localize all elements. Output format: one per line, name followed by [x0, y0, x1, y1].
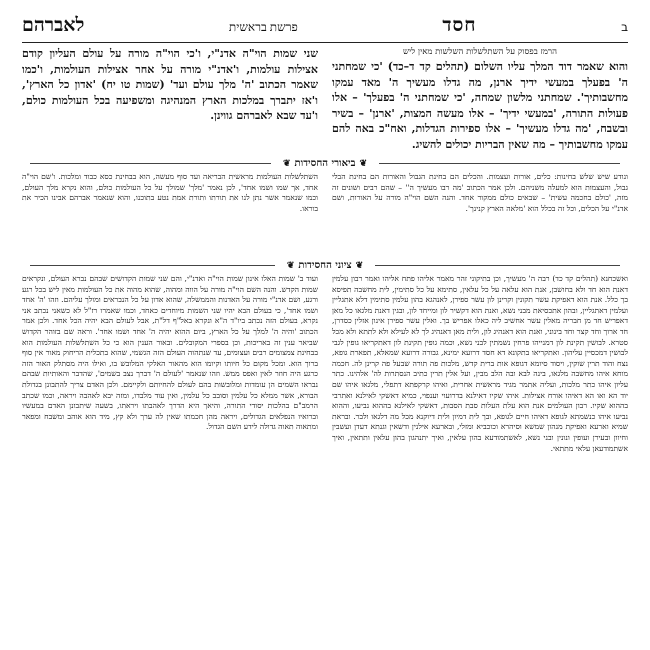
ornament-icon: ❦: [355, 260, 364, 271]
section-intro: הרמז בפסוק על השתלשלות השלשות מאין ליש: [402, 47, 558, 57]
main-text-left: שני שמות הוי"ה אדנ"י, ו'כי הוי"ה מורה על עולם העליון קודם אצילות עולמות, ו'אדנ"י מורה על אחר אצילות העולמות, ו'כמו שאמר הכתוב 'ה' מלך עולם ועד' (שמות טו יח) 'אדון כל הארץ', ו'אז יתברך במלכות הארץ המנהיגה ומשפיעה בכל העולמות כולם, ו'עד שבא לאברהם גווינן.: [22, 47, 318, 122]
header-title-right: חסד: [442, 14, 477, 36]
sources-heading: ציוני החסידות: [298, 260, 352, 271]
ornament-icon: ❦: [359, 158, 367, 169]
commentary-heading: ביאורי החסידות: [294, 158, 356, 169]
page-header: [22, 14, 628, 40]
commentary-divider: [22, 158, 628, 169]
page-number: ב: [621, 20, 628, 34]
ornament-icon: ❦: [286, 260, 295, 271]
sources-divider: [22, 260, 628, 271]
main-text-section: [22, 46, 628, 152]
sources-left: ועוד ב' שמות האלו אינון שמות הוי"ה ואדנ"י, והם שני שמות הקדושים שבהם נברא העולם, ונקראים שמות הקדש. והנה השם הוי"ה מורה על הווה ומהוה, שהוא מהוה את כל העולמות מאין ליש בכל רגע ורגע, ושם אדנ"י מורה על האדנות והממשלה, שהוא אדון על כל הנבראים ומולך עליהם. וזהו 'ה' אחד ושמו אחד', כי בעולם הבא יהיו שני השמות מיוחדים כאחד, וכמו שאמרו רז"ל לא כשאני נכתב אני נקרא, בעולם הזה נכתב ביו"ד ה"א ונקרא באל"ף דל"ת, אבל לעולם הבא יהיה הכל אחד. ולכן אמר הכתוב 'והיה ה' למלך על כל הארץ, ביום ההוא יהיה ה' אחד ושמו אחד'. וראה שם בזוהר הקדוש שביאר ענין זה באריכות, וכן בספרי המקובלים. ובאור הענין הוא כי כל השתלשלות העולמות הוא בבחינת צמצומים רבים ועצומים, עד שנתהוה העולם הזה הגשמי, שהוא בתכלית הריחוק מאור אין סוף ברוך הוא. ומכל מקום כל חיותו וקיומו הוא מהאור האלקי המלובש בו, ואילו היה מסתלק האור הזה כרגע היה חוזר לאין ואפס ממש. וזהו שנאמר 'לעולם ה' דברך נצב בשמים', שהדבר והאותיות שבהם נבראו השמים הן עומדות ומלובשות בהם לעולם להחיותם ולקיימם. ולכן האדם צריך להתבונן בגדולת הבורא, אשר ממלא כל עלמין וסובב כל עלמין, ואין עוד מלבדו, ומזה יבא לאהבה ויראה, וכמו שכתב הרמב"ם בהלכות יסודי התורה, והיאך היא הדרך לאהבתו ויראתו, בשעה שיתבונן האדם במעשיו וברואיו הנפלאים הגדולים, ויראה מהן חכמתו שאין לה ערך ולא קץ, מיד הוא אוהב ומשבח ומפאר ומתאוה תאוה גדולה לידע השם הגדול.: [22, 274, 318, 432]
parsha-title: פרשת בראשית: [228, 20, 298, 34]
sources-right: ואשכחנא (תהלים קד כד) רבה ה' מעשיך, וכן בתיקוני זהר מאמר אליהו פתח אליהו ואמר רבון עלמין דאנת הוא חד ולא בחושבן, אנת הוא עלאה על כל עלאין, סתימא על כל סתימין, לית מחשבה תפיסא בך כלל. אנת הוא דאפיקת עשר תקונין וקרינן לון עשר ספירן, לאנהגא בהון עלמין סתימין דלא אתגליין ועלמין דאתגליין, ובהון אתכסיאת מבני נשא, ואנת הוא דקשיר לון ומייחד לון, ובגין דאנת מלגאו כל מאן דאפריש חד מן חבריה מאלין עשר אחשיב ליה כאלו אפריש בך. ואלין עשר ספירן אינון אזלין כסדרן, חד ארוך וחד קצר וחד בינוני, ואנת הוא דאנהיג לון, ולית מאן דאנהיג לך לא לעילא ולא לתתא ולא מכל סטרא. לבושין תקינת לון דמנייהו פרחין נשמתין לבני נשא, וכמה גופין תקינת לון דאתקריאו גופין לגבי לבושין דמכסיין עליהון. ואתקריאו בתקונא דא חסד דרועא ימינא, גבורה דרועא שמאלא, תפארת גופא, נצח והוד תרין שוקין, ויסוד סיומא דגופא אות ברית קדש, מלכות פה תורה שבעל פה קרינן לה. חכמה מוחא איהו מחשבה מלגאו, בינה לבא ובה הלב מבין, ועל אלין תרין כתיב הנסתרות לה' אלהינו. כתר עליון איהו כתר מלכות, ועליה אתמר מגיד מראשית אחרית, ואיהו קרקפתא דתפלי, מלגאו איהו שם יוד הא ואו הא דאיהו אורח אצילות. איהו שקיו דאילנא בדרועוי וענפוי, כמיא דאשקי לאילנא ואתרבי בההוא שקיו. רבון העולמים אנת הוא עלת העלות סבת הסבות, דאשקי לאילנא בההוא נביעו, וההוא נביעו איהו כנשמתא לגופא דאיהו חיים לגופא, ובך לית דמיון ולית דיוקנא מכל מה דלגאו ולבר. ובראת שמיא וארעא ואפיקת מנהון שמשא וסיהרא וכוכביא ומזלי, ובארעא אילנין ודשאין וגנתא דעדן ועשבין וחיוון ובעירן ועופין ונונין ובני נשא, לאשתמודעא בהון עלאין, ואיך יתנהגון בהון עלאין ותתאין, ואיך אשתמודעאן עלאי מתתאי.: [332, 274, 628, 453]
main-text-left-column: [22, 46, 318, 152]
sources-section: [22, 274, 628, 639]
main-text-right: והוא שאמר דוד המלך עליו השלום (תהלים קד ד–כד) 'כי שמחתני ה' בפעלך במעשי ידיך ארנן, מה גדלו מעשיך ה' מאד עמקו מחשבותיך'. שמחתני מלשון שמחה, 'כי שמחתני ה' בפעלך' – אלו פעולות התורה, 'במעשי ידיך' – אלו מעשה המצות, 'ארנן' – בשיר ובשבח, 'מה גדלו מעשיך' – אלו ספירות הגדלות, ואח"כ באה להם עמקו מחשבותיך – מה שאין הבריות יכולים להשיג.: [332, 60, 628, 151]
main-text-right-column: [332, 46, 628, 152]
header-rule: [22, 42, 628, 43]
header-title-left: לאברהם: [22, 14, 85, 36]
ornament-icon: ❦: [283, 158, 291, 169]
commentary-section: [22, 172, 628, 254]
commentary-left: השתלשלות העולמות מראשית הבריאה ועד סוף מעשה, הוא בבחינת כסא כבוד ומלכות. ו'שם הוי"ה אחד, אך שמו ושמו אחד', לכן נאמר 'מלך' שמולך על כל העולמות כולם, והוא נקרא מלך העולם, וכמו שנאמר אשר נתן לנו את תורתו ותורת אמת נטע בתוכנו, והוא שנאמר אברהם אבינו הכיר את בוראו.: [22, 172, 318, 213]
commentary-right: ונודע שיש שלש בחינות: כלים, אורות ועצמות. והכלים הם בחינת הגבול והאורות הם בחינת הבלי גבול, והעצמות הוא למעלה משניהם. ולכן אמר הכתוב 'מה רבו מעשיך ה'' – שהם רבים ושונים זה מזה, 'כולם בחכמה עשית' – שבאים כולם ממקור אחד. והנה השם הוי"ה מורה על האורות, ושם אדנ"י על הכלים, וכל זה בכלל הוא 'מלאה הארץ קנינך'.: [332, 172, 628, 213]
